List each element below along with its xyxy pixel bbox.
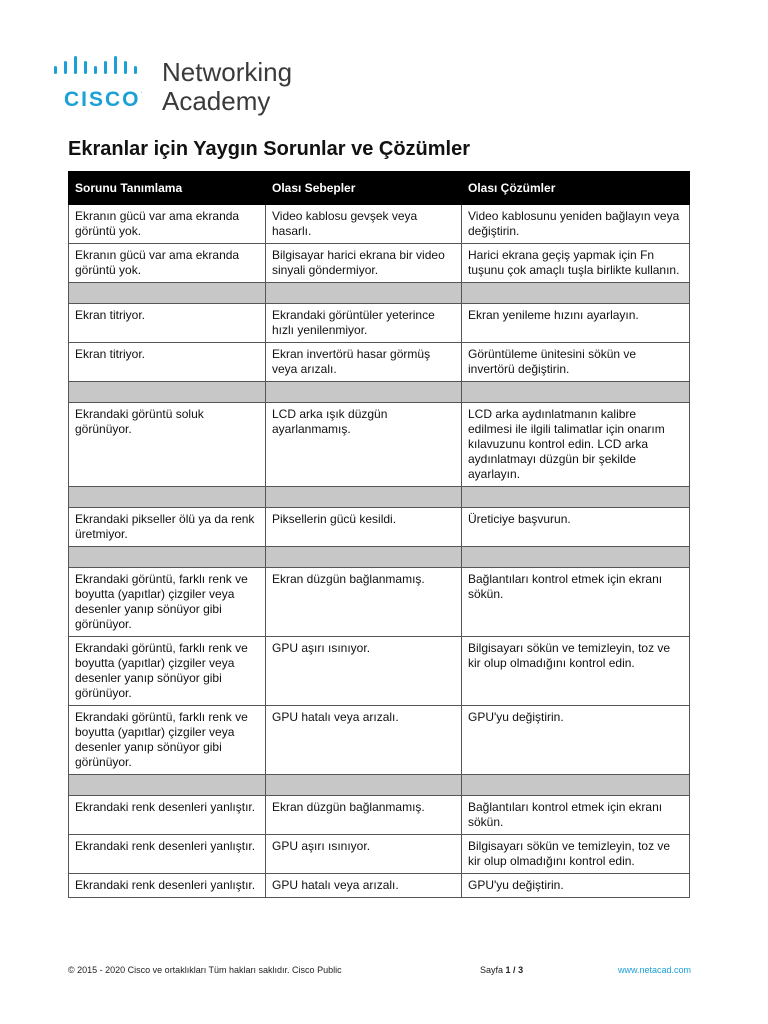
separator-cell [266, 382, 462, 403]
cell-cause: LCD arka ışık düzgün ayarlanmamış. [266, 403, 462, 487]
cell-solution: Video kablosunu yeniden bağlayın veya değiştirin. [462, 205, 690, 244]
table-row [69, 205, 690, 244]
cisco-networking-academy-logo [50, 52, 300, 122]
separator-row [69, 283, 690, 304]
table-row [69, 508, 690, 547]
separator-cell [69, 382, 266, 403]
cell-cause: Video kablosu gevşek veya hasarlı. [266, 205, 462, 244]
separator-cell [69, 547, 266, 568]
cell-cause: Ekran düzgün bağlanmamış. [266, 568, 462, 637]
table-row [69, 304, 690, 343]
table-body [69, 205, 690, 898]
cell-problem: Ekranın gücü var ama ekranda görüntü yok. [69, 244, 266, 283]
separator-cell [266, 283, 462, 304]
cell-solution: GPU'yu değiştirin. [462, 706, 690, 775]
separator-row [69, 487, 690, 508]
cell-problem: Ekrandaki renk desenleri yanlıştır. [69, 874, 266, 898]
cell-solution: Bilgisayarı sökün ve temizleyin, toz ve kir olup olmadığını kontrol edin. [462, 637, 690, 706]
cell-problem: Ekran titriyor. [69, 304, 266, 343]
copyright-text: © 2015 - 2020 Cisco ve ortaklıkları Tüm hakları saklıdır. Cisco Public [68, 965, 342, 975]
cell-cause: Piksellerin gücü kesildi. [266, 508, 462, 547]
cell-cause: GPU hatalı veya arızalı. [266, 706, 462, 775]
separator-cell [69, 775, 266, 796]
cell-solution: Görüntüleme ünitesini sökün ve invertörü değiştirin. [462, 343, 690, 382]
cell-cause: GPU aşırı ısınıyor. [266, 637, 462, 706]
cell-problem: Ekranın gücü var ama ekranda görüntü yok. [69, 205, 266, 244]
table-header-row [69, 172, 690, 205]
header-solution: Olası Çözümler [462, 172, 690, 205]
separator-cell [69, 283, 266, 304]
cell-solution: Bağlantıları kontrol etmek için ekranı sökün. [462, 568, 690, 637]
page-separator: / [510, 965, 519, 975]
separator-cell [462, 547, 690, 568]
cisco-wordmark: CISCO. [64, 88, 143, 111]
netacad-link[interactable]: www.netacad.com [618, 965, 692, 975]
cell-solution: Ekran yenileme hızını ayarlayın. [462, 304, 690, 343]
cell-solution: GPU'yu değiştirin. [462, 874, 690, 898]
cisco-bars-icon [50, 52, 150, 82]
cell-problem: Ekrandaki renk desenleri yanlıştır. [69, 796, 266, 835]
cell-problem: Ekrandaki görüntü soluk görünüyor. [69, 403, 266, 487]
page-number [480, 965, 523, 975]
page-total: 3 [518, 965, 524, 975]
header-problem: Sorunu Tanımlama [69, 172, 266, 205]
cell-cause: Ekran invertörü hasar görmüş veya arızalı. [266, 343, 462, 382]
table-row [69, 706, 690, 775]
table-row [69, 874, 690, 898]
cell-problem: Ekrandaki görüntü, farklı renk ve boyutta (yapıtlar) çizgiler veya desenler yanıp sönüyor gibi görünüyor. [69, 568, 266, 637]
logo-academy-text: Academy [162, 86, 271, 116]
cell-cause: Ekrandaki görüntüler yeterince hızlı yenilenmiyor. [266, 304, 462, 343]
page-label: Sayfa [480, 965, 504, 975]
table-row [69, 244, 690, 283]
page-title: Ekranlar için Yaygın Sorunlar ve Çözümler [68, 138, 471, 160]
separator-cell [462, 382, 690, 403]
cell-solution: Harici ekrana geçiş yapmak için Fn tuşunu çok amaçlı tuşla birlikte kullanın. [462, 244, 690, 283]
cell-cause: Bilgisayar harici ekrana bir video sinyali göndermiyor. [266, 244, 462, 283]
header-cause: Olası Sebepler [266, 172, 462, 205]
table-row [69, 637, 690, 706]
separator-cell [266, 487, 462, 508]
table-row [69, 343, 690, 382]
table-row [69, 835, 690, 874]
cell-solution: Üreticiye başvurun. [462, 508, 690, 547]
table-row [69, 403, 690, 487]
cell-solution: Bilgisayarı sökün ve temizleyin, toz ve kir olup olmadığını kontrol edin. [462, 835, 690, 874]
page-current: 1 [505, 965, 511, 975]
separator-cell [462, 283, 690, 304]
separator-row [69, 775, 690, 796]
separator-row [69, 382, 690, 403]
separator-cell [462, 775, 690, 796]
separator-cell [69, 487, 266, 508]
cell-solution: LCD arka aydınlatmanın kalibre edilmesi ile ilgili talimatlar için onarım kılavuzunu kontrol edin. LCD arka aydınlatmayı düzgün bir şekilde ayarlayın. [462, 403, 690, 487]
cell-cause: GPU hatalı veya arızalı. [266, 874, 462, 898]
cell-problem: Ekrandaki görüntü, farklı renk ve boyutta (yapıtlar) çizgiler veya desenler yanıp sönüyor gibi görünüyor. [69, 706, 266, 775]
cell-solution: Bağlantıları kontrol etmek için ekranı sökün. [462, 796, 690, 835]
cell-problem: Ekran titriyor. [69, 343, 266, 382]
table-row [69, 796, 690, 835]
cell-cause: GPU aşırı ısınıyor. [266, 835, 462, 874]
issues-table [68, 171, 690, 898]
separator-cell [462, 487, 690, 508]
table-row [69, 568, 690, 637]
cell-cause: Ekran düzgün bağlanmamış. [266, 796, 462, 835]
separator-row [69, 547, 690, 568]
separator-cell [266, 775, 462, 796]
cell-problem: Ekrandaki pikseller ölü ya da renk üretmiyor. [69, 508, 266, 547]
cell-problem: Ekrandaki renk desenleri yanlıştır. [69, 835, 266, 874]
cell-problem: Ekrandaki görüntü, farklı renk ve boyutta (yapıtlar) çizgiler veya desenler yanıp sönüyor gibi görünüyor. [69, 637, 266, 706]
separator-cell [266, 547, 462, 568]
logo-networking-text: Networking [162, 57, 293, 87]
